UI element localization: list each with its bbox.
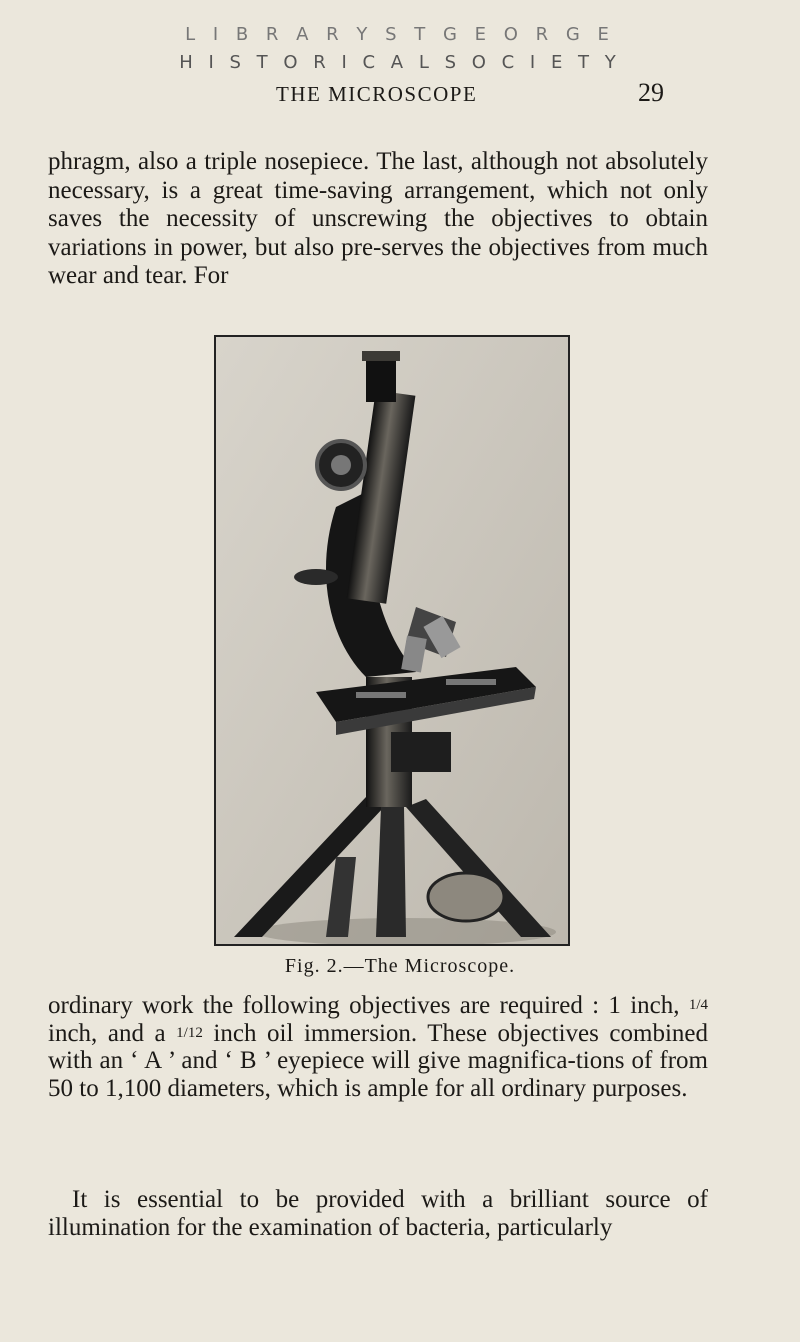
microscope-figure (214, 335, 570, 946)
page-title: THE MICROSCOPE (276, 82, 478, 106)
body-paragraph-3 (48, 1186, 708, 1242)
body-paragraph-2 (48, 992, 708, 1102)
paragraph-2-part-3: inch oil immersion. These objectives combined with an ‘ A ’ and ‘ B ’ eyepiece will give magnifica-tions of from 50 to 1,100 diameters, which is ample for all ordinary purposes. (48, 1019, 709, 1102)
paragraph-3-text: It is essential to be provided with a brilliant source of illumination for the examination of bacteria, particularly (48, 1186, 708, 1241)
microscope-illustration (216, 337, 568, 944)
figure-caption: Fig. 2.—The Microscope. (284, 955, 516, 977)
body-paragraph-1: phragm, also a triple nosepiece. The last, although not absolutely necessary, is a great time-saving arrangement, which not only saves the necessity of unscrewing the objectives to obtain variations in power, but also pre-serves the objectives from much wear and tear. For (48, 148, 708, 289)
page-number: 29 (638, 78, 664, 107)
fraction-twelfth: 1/12 (176, 1024, 203, 1041)
library-stamp-line-2: H I S T O R I C A L S O C I E T Y (179, 52, 621, 73)
paragraph-2-part-1: ordinary work the following objectives are required : 1 inch, (48, 992, 680, 1019)
fraction-quarter: 1/4 (688, 997, 708, 1013)
paragraph-2-part-2: inch, and a (48, 1019, 177, 1047)
library-stamp-line-1: L I B R A R Y S T G E O R G E (185, 24, 615, 45)
